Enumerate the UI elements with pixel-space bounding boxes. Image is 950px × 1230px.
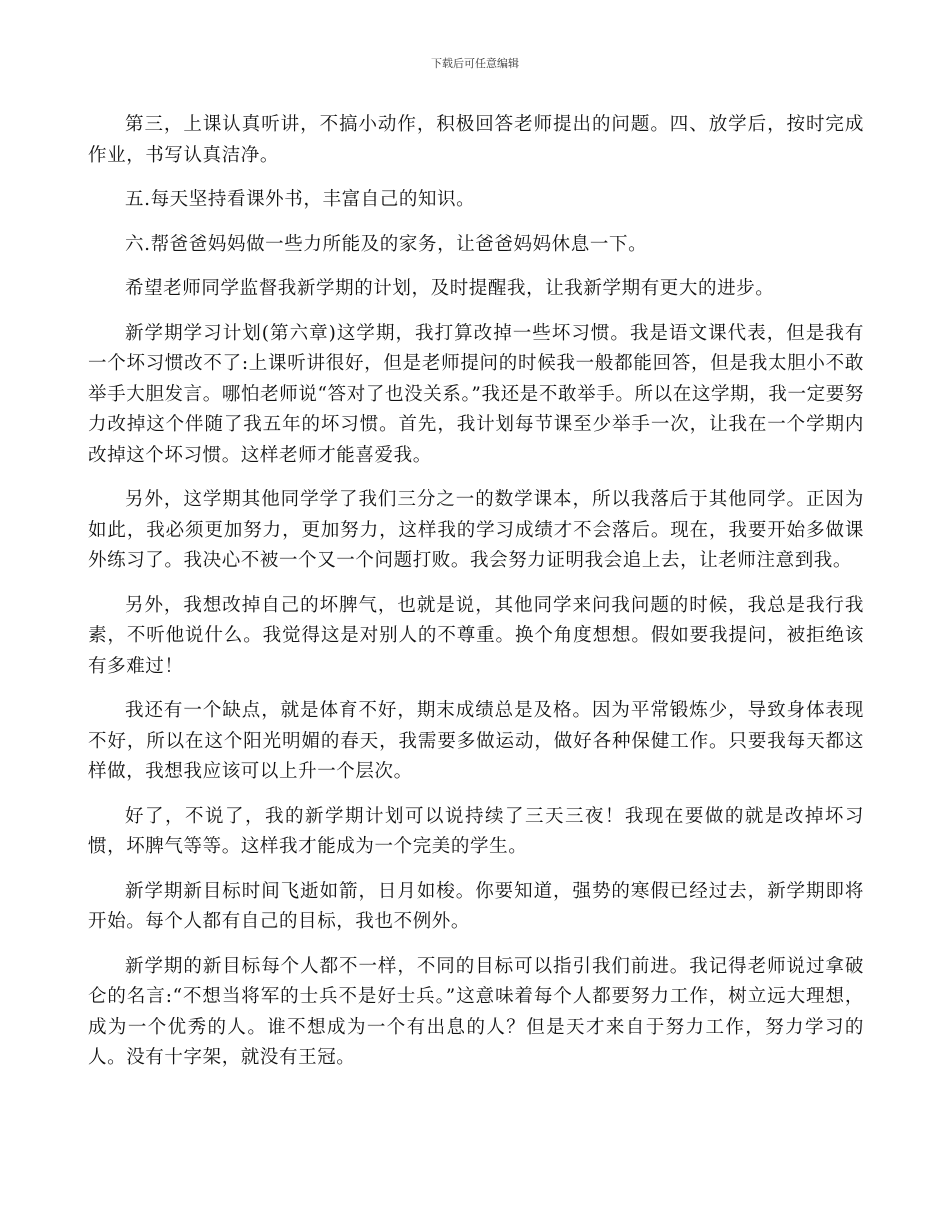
paragraph: 六.帮爸爸妈妈做一些力所能及的家务，让爸爸妈妈休息一下。 (125, 233, 648, 255)
paragraph: 另外，我想改掉自己的坏脾气，也就是说，其他同学来问我问题的时候，我总是我行我素，不听他说什么。我觉得这是对别人的不尊重。换个角度想想。假如要我提问，被拒绝该有多难过！ (88, 594, 864, 677)
paragraph: 第三，上课认真听讲，不搞小动作，积极回答老师提出的问题。四、放学后，按时完成作业，书写认真洁净。 (88, 114, 864, 166)
paragraph: 希望老师同学监督我新学期的计划，及时提醒我，让我新学期有更大的进步。 (125, 278, 775, 299)
paragraph: 我还有一个缺点，就是体育不好，期末成绩总是及格。因为平常锻炼少，导致身体表现不好，所以在这个阳光明媚的春天，我需要多做运动，做好各种保健工作。只要我每天都这样做，我想我应该可以上升一个层次。 (88, 700, 864, 782)
paragraph: 好了，不说了，我的新学期计划可以说持续了三天三夜！我现在要做的就是改掉坏习惯，坏脾气等等。这样我才能成为一个完美的学生。 (88, 805, 864, 857)
paragraph: 另外，这学期其他同学学了我们三分之一的数学课本，所以我落后于其他同学。正因为如此，我必须更加努力，更加努力，这样我的学习成绩才不会落后。现在，我要开始多做课外练习了。我决心不被一个又一个问题打败。我会努力证明我会追上去，让老师注意到我。 (88, 489, 864, 571)
page-header-note: 下载后可任意编辑 (431, 57, 519, 70)
paragraph: 五.每天坚持看课外书，丰富自己的知识。 (125, 189, 476, 210)
paragraph: 新学期的新目标每个人都不一样，不同的目标可以指引我们前进。我记得老师说过拿破仑的名言:“不想当将军的士兵不是好士兵。”这意味着每个人都要努力工作，树立远大理想，成为一个优秀的人。谁不想成为一个有出息的人？但是天才来自于努力工作，努力学习的人。没有十字架，就没有王冠。 (88, 955, 864, 1068)
paragraph: 新学期学习计划(第六章)这学期，我打算改掉一些坏习惯。我是语文课代表，但是我有一个坏习惯改不了:上课听讲很好，但是老师提问的时候我一般都能回答，但是我太胆小不敢举手大胆发言。哪怕老师说“答对了也没关系。”我还是不敢举手。所以在这学期，我一定要努力改掉这个伴随了我五年的坏习惯。首先，我计划每节课至少举手一次，让我在一个学期内改掉这个坏习惯。这样老师才能喜爱我。 (88, 322, 864, 466)
paragraph: 新学期新目标时间飞逝如箭，日月如梭。你要知道，强势的寒假已经过去，新学期即将开始。每个人都有自己的目标，我也不例外。 (88, 880, 864, 932)
document-body (88, 110, 864, 1088)
